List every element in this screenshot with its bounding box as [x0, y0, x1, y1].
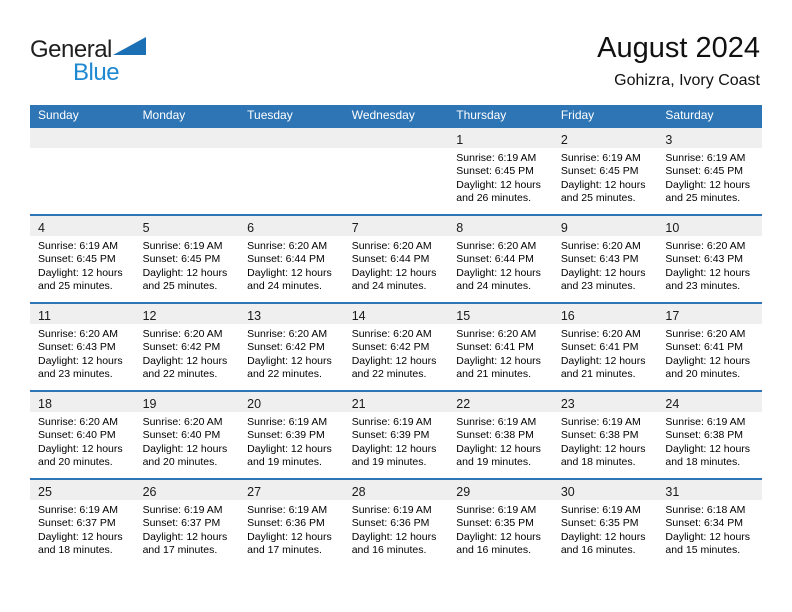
day-detail-line: and 19 minutes. — [456, 456, 531, 469]
day-number: 24 — [665, 397, 680, 411]
day-detail-line: and 19 minutes. — [247, 456, 322, 469]
day-cell-20 — [239, 392, 344, 478]
day-details — [30, 324, 135, 382]
day-details — [344, 500, 449, 558]
day-cell-8 — [448, 216, 553, 302]
day-number-strip — [657, 304, 762, 324]
day-number: 25 — [38, 485, 52, 499]
day-cell-7 — [344, 216, 449, 302]
day-detail-line: Daylight: 12 hours — [351, 266, 437, 279]
day-detail-line: Sunset: 6:43 PM — [665, 253, 744, 266]
day-details — [239, 500, 344, 558]
day-detail-line: Sunrise: 6:18 AM — [665, 504, 746, 516]
day-number-strip — [135, 304, 240, 324]
day-detail-line: and 16 minutes. — [351, 544, 427, 557]
day-cell-18 — [30, 392, 135, 478]
day-detail-line: and 23 minutes. — [665, 280, 741, 293]
day-number-strip — [553, 216, 658, 236]
weekday-header-wednesday: Wednesday — [351, 108, 415, 122]
day-cell-empty — [30, 128, 135, 214]
day-detail-line: Sunrise: 6:20 AM — [142, 328, 223, 340]
day-details — [344, 236, 449, 294]
day-number: 26 — [142, 485, 157, 499]
day-details — [135, 148, 240, 152]
day-details — [30, 148, 135, 152]
day-detail-line: and 18 minutes. — [665, 456, 741, 469]
day-detail-line: Sunset: 6:44 PM — [247, 253, 325, 266]
day-number-strip — [30, 480, 135, 500]
day-detail-line: Sunset: 6:41 PM — [456, 341, 534, 354]
day-number-strip — [448, 216, 553, 236]
day-details — [553, 236, 658, 294]
logo-text-general: General — [30, 36, 112, 63]
day-cell-2 — [553, 128, 658, 214]
weekday-header-friday: Friday — [560, 108, 595, 122]
day-detail-line: Sunset: 6:37 PM — [142, 517, 221, 530]
day-details — [30, 236, 135, 294]
day-cell-empty — [344, 128, 449, 214]
day-detail-line: and 18 minutes. — [38, 544, 113, 557]
day-detail-line: and 26 minutes. — [456, 192, 531, 205]
day-detail-line: Sunrise: 6:19 AM — [38, 504, 118, 516]
day-detail-line: Sunrise: 6:19 AM — [560, 504, 641, 516]
day-detail-line: Sunrise: 6:19 AM — [351, 504, 432, 516]
day-detail-line: Sunrise: 6:19 AM — [456, 504, 537, 516]
day-cell-23 — [553, 392, 658, 478]
day-detail-line: Daylight: 12 hours — [351, 354, 437, 367]
day-detail-line: and 22 minutes. — [351, 368, 427, 381]
day-detail-line: and 20 minutes. — [665, 368, 741, 381]
day-detail-line: Sunrise: 6:20 AM — [351, 328, 432, 340]
day-details — [448, 236, 553, 294]
day-detail-line: Sunset: 6:38 PM — [456, 429, 534, 442]
day-number-strip — [657, 480, 762, 500]
day-detail-line: Sunset: 6:39 PM — [351, 429, 430, 442]
day-detail-line: Sunset: 6:39 PM — [247, 429, 325, 442]
day-cell-29 — [448, 480, 553, 566]
day-number-strip — [30, 128, 135, 148]
day-cell-17 — [657, 304, 762, 390]
day-detail-line: and 25 minutes. — [665, 192, 741, 205]
day-number: 29 — [456, 485, 471, 499]
day-cell-10 — [657, 216, 762, 302]
day-cell-9 — [553, 216, 658, 302]
day-detail-line: Daylight: 12 hours — [665, 442, 751, 455]
day-number: 27 — [247, 485, 262, 499]
page-title: August 2024 — [597, 32, 760, 64]
day-detail-line: Sunrise: 6:20 AM — [560, 240, 641, 252]
day-detail-line: Sunset: 6:42 PM — [142, 341, 221, 354]
weekday-header-row — [30, 105, 762, 126]
day-detail-line: Sunset: 6:38 PM — [665, 429, 744, 442]
day-number: 18 — [38, 397, 52, 411]
day-detail-line: and 21 minutes. — [456, 368, 531, 381]
day-details — [553, 412, 658, 470]
day-number: 5 — [142, 221, 150, 235]
day-number-strip — [657, 128, 762, 148]
day-detail-line: Daylight: 12 hours — [456, 178, 541, 191]
day-details — [657, 148, 762, 206]
day-detail-line: Sunrise: 6:19 AM — [38, 240, 118, 252]
weekday-header-saturday: Saturday — [665, 108, 714, 122]
day-detail-line: and 16 minutes. — [456, 544, 531, 557]
day-detail-line: and 21 minutes. — [560, 368, 636, 381]
day-detail-line: Sunrise: 6:19 AM — [247, 504, 328, 516]
day-details — [657, 412, 762, 470]
day-details — [135, 236, 240, 294]
day-details — [239, 324, 344, 382]
day-number: 7 — [351, 221, 359, 235]
day-detail-line: Sunset: 6:45 PM — [456, 165, 534, 178]
day-detail-line: Sunrise: 6:20 AM — [456, 240, 537, 252]
logo-text-blue: Blue — [73, 59, 120, 86]
day-detail-line: Sunrise: 6:20 AM — [247, 328, 328, 340]
day-cell-31 — [657, 480, 762, 566]
day-detail-line: Daylight: 12 hours — [560, 354, 646, 367]
day-detail-line: Daylight: 12 hours — [351, 530, 437, 543]
day-number: 9 — [560, 221, 568, 235]
day-number: 15 — [456, 309, 471, 323]
day-detail-line: Sunrise: 6:19 AM — [247, 416, 328, 428]
day-number-strip — [657, 216, 762, 236]
title-block — [597, 32, 760, 91]
day-detail-line: Daylight: 12 hours — [38, 266, 123, 279]
day-detail-line: Sunset: 6:44 PM — [351, 253, 430, 266]
day-number-strip — [553, 128, 658, 148]
day-detail-line: Sunset: 6:36 PM — [247, 517, 325, 530]
day-cell-22 — [448, 392, 553, 478]
week-row-4 — [30, 390, 762, 478]
day-details — [448, 500, 553, 558]
day-detail-line: Sunrise: 6:20 AM — [38, 328, 118, 340]
day-details — [239, 412, 344, 470]
day-detail-line: and 24 minutes. — [247, 280, 322, 293]
day-number: 28 — [351, 485, 366, 499]
day-cell-4 — [30, 216, 135, 302]
day-cell-28 — [344, 480, 449, 566]
day-details — [553, 324, 658, 382]
day-detail-line: Daylight: 12 hours — [247, 354, 332, 367]
day-cell-14 — [344, 304, 449, 390]
day-details — [30, 500, 135, 558]
day-cell-16 — [553, 304, 658, 390]
day-detail-line: and 22 minutes. — [247, 368, 322, 381]
day-detail-line: Daylight: 12 hours — [247, 266, 332, 279]
day-cell-empty — [135, 128, 240, 214]
day-number-strip — [448, 480, 553, 500]
day-detail-line: Sunset: 6:42 PM — [247, 341, 325, 354]
day-detail-line: and 25 minutes. — [142, 280, 218, 293]
day-detail-line: Sunset: 6:36 PM — [351, 517, 430, 530]
day-number-strip — [657, 392, 762, 412]
day-detail-line: Sunrise: 6:19 AM — [560, 416, 641, 428]
day-number-strip — [239, 304, 344, 324]
day-details — [657, 236, 762, 294]
day-detail-line: Sunset: 6:44 PM — [456, 253, 534, 266]
calendar-grid — [30, 105, 762, 566]
day-detail-line: Daylight: 12 hours — [247, 442, 332, 455]
day-number-strip — [344, 128, 449, 148]
day-detail-line: Daylight: 12 hours — [560, 266, 646, 279]
day-cell-26 — [135, 480, 240, 566]
day-number: 10 — [665, 221, 680, 235]
day-detail-line: Daylight: 12 hours — [665, 266, 751, 279]
day-detail-line: Sunrise: 6:19 AM — [142, 240, 223, 252]
day-detail-line: Daylight: 12 hours — [38, 442, 123, 455]
day-detail-line: Sunset: 6:43 PM — [38, 341, 116, 354]
day-detail-line: Sunrise: 6:20 AM — [456, 328, 537, 340]
day-cell-5 — [135, 216, 240, 302]
day-detail-line: Daylight: 12 hours — [38, 530, 123, 543]
day-number: 4 — [38, 221, 45, 235]
day-detail-line: Daylight: 12 hours — [665, 354, 751, 367]
day-detail-line: Daylight: 12 hours — [456, 530, 541, 543]
day-number-strip — [135, 128, 240, 148]
day-detail-line: and 24 minutes. — [351, 280, 427, 293]
day-details — [344, 324, 449, 382]
day-detail-line: Sunrise: 6:19 AM — [456, 152, 537, 164]
day-number: 19 — [142, 397, 157, 411]
day-cell-27 — [239, 480, 344, 566]
day-number-strip — [135, 392, 240, 412]
day-number: 11 — [38, 309, 51, 323]
day-details — [344, 148, 449, 152]
day-number: 2 — [560, 133, 568, 147]
day-cell-21 — [344, 392, 449, 478]
day-number: 16 — [560, 309, 575, 323]
day-detail-line: Sunrise: 6:20 AM — [351, 240, 432, 252]
day-detail-line: Sunrise: 6:19 AM — [456, 416, 537, 428]
day-number-strip — [553, 392, 658, 412]
day-number-strip — [344, 480, 449, 500]
day-detail-line: Daylight: 12 hours — [456, 354, 541, 367]
day-detail-line: Sunset: 6:40 PM — [38, 429, 116, 442]
day-number: 22 — [456, 397, 471, 411]
day-number-strip — [553, 480, 658, 500]
page-header — [30, 0, 762, 105]
day-detail-line: Daylight: 12 hours — [142, 266, 228, 279]
day-number-strip — [30, 304, 135, 324]
day-details — [344, 412, 449, 470]
weekday-header-tuesday: Tuesday — [247, 108, 293, 122]
day-details — [239, 236, 344, 294]
day-cell-30 — [553, 480, 658, 566]
day-detail-line: Daylight: 12 hours — [665, 178, 751, 191]
day-number: 6 — [247, 221, 255, 235]
day-number: 8 — [456, 221, 464, 235]
weekday-header-thursday: Thursday — [456, 108, 507, 122]
day-detail-line: Daylight: 12 hours — [560, 530, 646, 543]
day-details — [30, 412, 135, 470]
day-detail-line: Daylight: 12 hours — [142, 442, 228, 455]
day-detail-line: Sunrise: 6:20 AM — [247, 240, 328, 252]
day-detail-line: Sunrise: 6:20 AM — [665, 328, 746, 340]
day-detail-line: Daylight: 12 hours — [560, 178, 646, 191]
day-detail-line: Sunrise: 6:20 AM — [665, 240, 746, 252]
day-detail-line: and 20 minutes. — [38, 456, 113, 469]
week-row-5 — [30, 478, 762, 566]
day-number-strip — [239, 392, 344, 412]
day-number: 20 — [247, 397, 262, 411]
day-detail-line: Daylight: 12 hours — [560, 442, 646, 455]
day-cell-12 — [135, 304, 240, 390]
day-cell-13 — [239, 304, 344, 390]
day-number-strip — [135, 216, 240, 236]
day-number: 1 — [456, 133, 464, 147]
day-detail-line: and 18 minutes. — [560, 456, 636, 469]
day-detail-line: Sunset: 6:43 PM — [560, 253, 639, 266]
day-detail-line: Daylight: 12 hours — [142, 530, 228, 543]
day-detail-line: Sunset: 6:38 PM — [560, 429, 639, 442]
day-detail-line: Sunset: 6:45 PM — [560, 165, 639, 178]
page-subtitle: Gohizra, Ivory Coast — [614, 72, 760, 89]
day-details — [239, 148, 344, 152]
day-number: 23 — [560, 397, 575, 411]
day-detail-line: Sunrise: 6:19 AM — [351, 416, 432, 428]
day-number: 31 — [665, 485, 680, 499]
day-detail-line: Daylight: 12 hours — [665, 530, 751, 543]
week-row-2 — [30, 214, 762, 302]
blue-triangle-icon — [113, 37, 146, 60]
day-number-strip — [448, 304, 553, 324]
day-cell-6 — [239, 216, 344, 302]
day-cell-24 — [657, 392, 762, 478]
day-details — [135, 324, 240, 382]
general-blue-logo — [30, 36, 146, 86]
day-detail-line: Sunrise: 6:19 AM — [665, 152, 746, 164]
day-number: 12 — [142, 309, 157, 323]
day-number: 30 — [560, 485, 575, 499]
day-number-strip — [344, 392, 449, 412]
week-row-3 — [30, 302, 762, 390]
day-detail-line: Sunset: 6:45 PM — [142, 253, 221, 266]
day-detail-line: Sunset: 6:41 PM — [560, 341, 639, 354]
day-cell-15 — [448, 304, 553, 390]
day-detail-line: and 25 minutes. — [560, 192, 636, 205]
day-detail-line: Sunrise: 6:20 AM — [38, 416, 118, 428]
day-detail-line: Sunrise: 6:19 AM — [560, 152, 641, 164]
day-detail-line: and 25 minutes. — [38, 280, 113, 293]
day-detail-line: and 16 minutes. — [560, 544, 636, 557]
day-detail-line: Sunrise: 6:19 AM — [665, 416, 746, 428]
day-details — [448, 148, 553, 206]
day-detail-line: and 23 minutes. — [560, 280, 636, 293]
day-cell-11 — [30, 304, 135, 390]
day-details — [553, 500, 658, 558]
day-cell-25 — [30, 480, 135, 566]
day-number-strip — [448, 128, 553, 148]
day-detail-line: Sunset: 6:45 PM — [665, 165, 744, 178]
day-detail-line: and 15 minutes. — [665, 544, 741, 557]
day-detail-line: Daylight: 12 hours — [456, 266, 541, 279]
day-number-strip — [239, 480, 344, 500]
day-cell-1 — [448, 128, 553, 214]
day-detail-line: and 20 minutes. — [142, 456, 218, 469]
day-details — [135, 412, 240, 470]
day-detail-line: Sunrise: 6:20 AM — [142, 416, 223, 428]
day-detail-line: Daylight: 12 hours — [142, 354, 228, 367]
day-detail-line: Sunset: 6:34 PM — [665, 517, 744, 530]
day-details — [448, 324, 553, 382]
day-detail-line: Daylight: 12 hours — [38, 354, 123, 367]
day-details — [553, 148, 658, 206]
day-detail-line: Sunset: 6:45 PM — [38, 253, 116, 266]
day-detail-line: Sunset: 6:42 PM — [351, 341, 430, 354]
day-number-strip — [344, 216, 449, 236]
day-number-strip — [239, 128, 344, 148]
day-details — [657, 324, 762, 382]
day-detail-line: Daylight: 12 hours — [351, 442, 437, 455]
day-number: 3 — [665, 133, 673, 147]
day-number-strip — [553, 304, 658, 324]
day-detail-line: and 23 minutes. — [38, 368, 113, 381]
weekday-header-sunday: Sunday — [38, 108, 79, 122]
day-details — [657, 500, 762, 558]
day-detail-line: and 17 minutes. — [247, 544, 322, 557]
day-details — [448, 412, 553, 470]
day-number-strip — [30, 392, 135, 412]
day-detail-line: Sunset: 6:35 PM — [456, 517, 534, 530]
day-detail-line: and 22 minutes. — [142, 368, 218, 381]
week-row-1 — [30, 126, 762, 214]
day-number-strip — [135, 480, 240, 500]
day-detail-line: and 17 minutes. — [142, 544, 218, 557]
day-cell-empty — [239, 128, 344, 214]
day-detail-line: and 24 minutes. — [456, 280, 531, 293]
day-number-strip — [344, 304, 449, 324]
day-detail-line: Sunset: 6:41 PM — [665, 341, 744, 354]
day-detail-line: Sunset: 6:37 PM — [38, 517, 116, 530]
day-number: 13 — [247, 309, 262, 323]
day-cell-19 — [135, 392, 240, 478]
day-number-strip — [239, 216, 344, 236]
day-number: 17 — [665, 309, 680, 323]
day-detail-line: Sunset: 6:35 PM — [560, 517, 639, 530]
day-number: 21 — [351, 397, 366, 411]
day-number: 14 — [351, 309, 366, 323]
day-detail-line: and 19 minutes. — [351, 456, 427, 469]
day-cell-3 — [657, 128, 762, 214]
day-details — [135, 500, 240, 558]
day-number-strip — [448, 392, 553, 412]
day-number-strip — [30, 216, 135, 236]
day-detail-line: Daylight: 12 hours — [247, 530, 332, 543]
day-detail-line: Sunrise: 6:19 AM — [142, 504, 223, 516]
day-detail-line: Daylight: 12 hours — [456, 442, 541, 455]
day-detail-line: Sunset: 6:40 PM — [142, 429, 221, 442]
day-detail-line: Sunrise: 6:20 AM — [560, 328, 641, 340]
weekday-header-monday: Monday — [142, 108, 186, 122]
